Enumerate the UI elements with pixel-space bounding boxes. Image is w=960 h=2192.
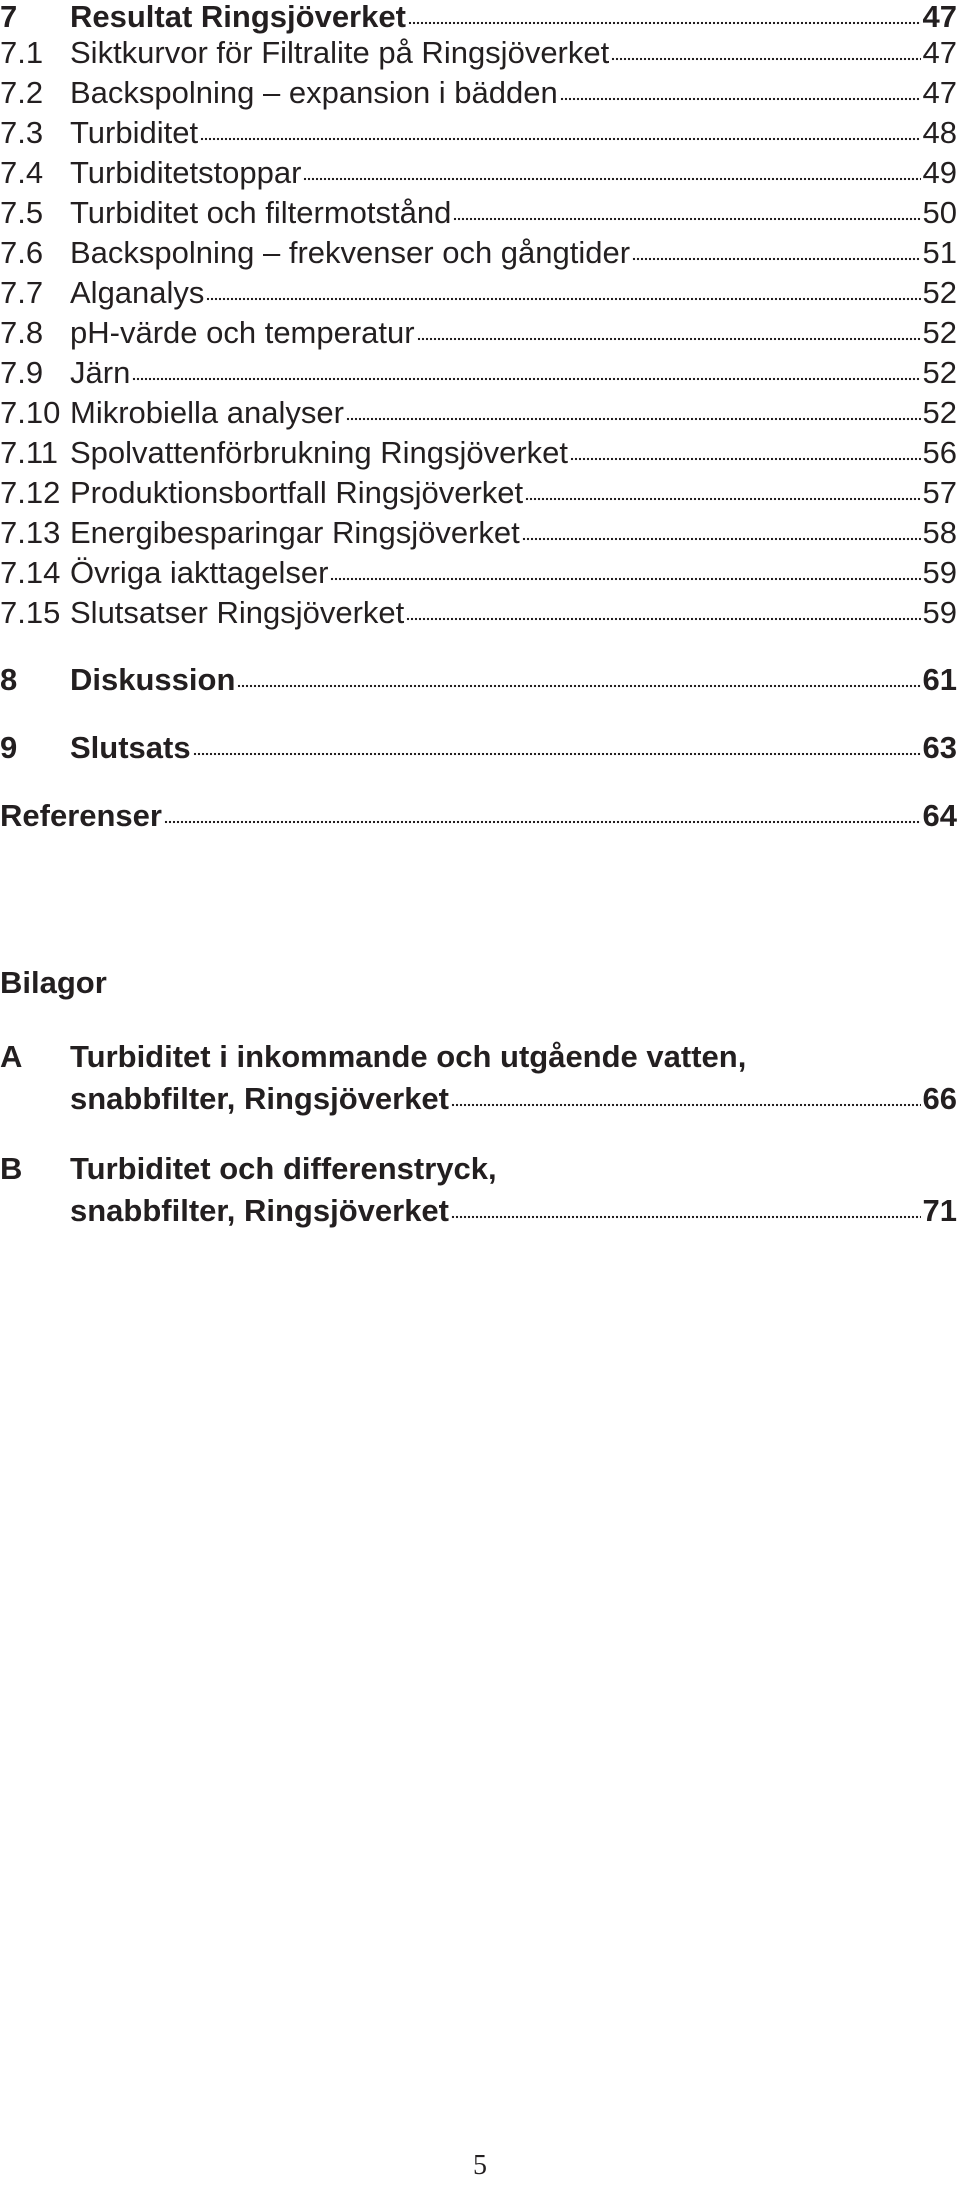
toc-entry-7-15[interactable] xyxy=(0,592,957,634)
toc-entry-chapter-9[interactable] xyxy=(0,727,957,769)
dot-leader xyxy=(522,537,921,541)
dot-leader xyxy=(200,137,920,141)
toc-entry-7-9[interactable] xyxy=(0,352,957,394)
toc-entry-page: 57 xyxy=(922,475,957,510)
toc-entry-7-4[interactable] xyxy=(0,152,957,194)
toc-entry-references[interactable] xyxy=(0,795,957,837)
toc-entry-page: 64 xyxy=(922,798,957,833)
toc-entry-7-2[interactable] xyxy=(0,72,957,114)
toc-entry-number: 7.10 xyxy=(0,395,61,430)
dot-leader xyxy=(193,752,921,756)
toc-entry-title: Turbiditet och filtermotstånd xyxy=(70,195,452,230)
toc-entry-title: Mikrobiella analyser xyxy=(70,395,344,430)
toc-entry-title-line2: snabbfilter, Ringsjöverket xyxy=(70,1081,449,1116)
toc-entry-7-10[interactable] xyxy=(0,392,957,434)
dot-leader xyxy=(570,457,921,461)
toc-entry-number: 9 xyxy=(0,730,18,765)
toc-entry-7-6[interactable] xyxy=(0,232,957,274)
toc-entry-title: Turbiditet xyxy=(70,115,199,150)
toc-entry-title: Spolvattenförbrukning Ringsjöverket xyxy=(70,435,568,470)
toc-entry-page: 47 xyxy=(922,75,957,110)
toc-entry-page: 52 xyxy=(922,315,957,350)
toc-entry-appendix-b[interactable] xyxy=(0,1148,957,1232)
page-number: 5 xyxy=(473,2150,487,2181)
toc-entry-7-13[interactable] xyxy=(0,512,957,554)
toc-entry-title: Referenser xyxy=(0,798,162,833)
toc-entry-7-3[interactable] xyxy=(0,112,957,154)
toc-entry-title: Siktkurvor för Filtralite på Ringsjöverket xyxy=(70,35,610,70)
toc-entry-title: Övriga iakttagelser xyxy=(70,555,329,590)
toc-entry-page: 56 xyxy=(922,435,957,470)
toc-entry-number: 7.5 xyxy=(0,195,44,230)
dot-leader xyxy=(132,377,920,381)
toc-entry-number: 7.14 xyxy=(0,555,61,590)
toc-entry-page: 58 xyxy=(922,515,957,550)
toc-entry-page: 50 xyxy=(922,195,957,230)
appendix-heading: Bilagor xyxy=(0,965,107,1000)
toc-entry-page: 52 xyxy=(922,395,957,430)
toc-entry-title: Energibesparingar Ringsjöverket xyxy=(70,515,520,550)
dot-leader xyxy=(303,177,920,181)
toc-entry-7-11[interactable] xyxy=(0,432,957,474)
toc-entry-page: 47 xyxy=(922,35,957,70)
toc-entry-number: 7.13 xyxy=(0,515,61,550)
dot-leader xyxy=(453,217,920,221)
toc-entry-number: 7.1 xyxy=(0,35,44,70)
toc-entry-number: 8 xyxy=(0,662,18,697)
toc-entry-number: 7.9 xyxy=(0,355,44,390)
toc-entry-chapter-8[interactable] xyxy=(0,659,957,701)
dot-leader xyxy=(417,337,921,341)
toc-entry-title: Diskussion xyxy=(70,662,236,697)
toc-entry-page: 51 xyxy=(922,235,957,270)
dot-leader xyxy=(451,1103,921,1107)
toc-entry-page: 59 xyxy=(922,555,957,590)
toc-entry-number: 7.15 xyxy=(0,595,61,630)
dot-leader xyxy=(237,684,920,688)
toc-entry-page: 59 xyxy=(922,595,957,630)
toc-entry-7-7[interactable] xyxy=(0,272,957,314)
toc-entry-page: 47 xyxy=(922,0,957,34)
toc-entry-number: 7.8 xyxy=(0,315,44,350)
toc-entry-page: 71 xyxy=(922,1193,957,1228)
toc-entry-page: 61 xyxy=(922,662,957,697)
dot-leader xyxy=(611,57,920,61)
dot-leader xyxy=(346,417,921,421)
toc-entry-appendix-a[interactable] xyxy=(0,1036,957,1120)
toc-entry-page: 63 xyxy=(922,730,957,765)
toc-entry-title: Produktionsbortfall Ringsjöverket xyxy=(70,475,524,510)
toc-entry-number: 7.4 xyxy=(0,155,44,190)
dot-leader xyxy=(206,297,920,301)
toc-entry-title: Backspolning – frekvenser och gångtider xyxy=(70,235,631,270)
toc-entry-title-line2: snabbfilter, Ringsjöverket xyxy=(70,1193,449,1228)
toc-entry-page: 48 xyxy=(922,115,957,150)
toc-entry-title: Slutsatser Ringsjöverket xyxy=(70,595,405,630)
dot-leader xyxy=(525,497,920,501)
toc-entry-number: 7.6 xyxy=(0,235,44,270)
toc-entry-page: 66 xyxy=(922,1081,957,1116)
toc-entry-7-14[interactable] xyxy=(0,552,957,594)
toc-entry-letter: B xyxy=(0,1151,23,1186)
toc-entry-title: Slutsats xyxy=(70,730,191,765)
toc-entry-title-line1: Turbiditet och differenstryck, xyxy=(70,1151,497,1186)
dot-leader xyxy=(164,820,921,824)
dot-leader xyxy=(406,617,920,621)
toc-entry-number: 7.11 xyxy=(0,435,59,470)
dot-leader xyxy=(632,257,920,261)
dot-leader xyxy=(451,1215,921,1219)
toc-entry-number: 7 xyxy=(0,0,18,34)
toc-entry-title: Järn xyxy=(70,355,131,390)
dot-leader xyxy=(408,21,921,25)
toc-entry-7-12[interactable] xyxy=(0,472,957,514)
toc-entry-title: Backspolning – expansion i bädden xyxy=(70,75,558,110)
toc-entry-7-1[interactable] xyxy=(0,32,957,74)
dot-leader xyxy=(330,577,920,581)
toc-entry-page: 52 xyxy=(922,355,957,390)
toc-entry-title-line1: Turbiditet i inkommande och utgående vatten, xyxy=(70,1039,747,1074)
toc-entry-number: 7.7 xyxy=(0,275,44,310)
dot-leader xyxy=(560,97,921,101)
toc-entry-page: 49 xyxy=(922,155,957,190)
toc-entry-7-8[interactable] xyxy=(0,312,957,354)
toc-entry-7-5[interactable] xyxy=(0,192,957,234)
toc-entry-title: pH-värde och temperatur xyxy=(70,315,415,350)
toc-entry-number: 7.2 xyxy=(0,75,44,110)
toc-entry-number: 7.3 xyxy=(0,115,44,150)
toc-entry-title: Alganalys xyxy=(70,275,205,310)
toc-entry-title: Turbiditetstoppar xyxy=(70,155,302,190)
toc-entry-letter: A xyxy=(0,1039,23,1074)
toc-entry-number: 7.12 xyxy=(0,475,61,510)
toc-entry-title: Resultat Ringsjöverket xyxy=(70,0,406,34)
toc-entry-page: 52 xyxy=(922,275,957,310)
